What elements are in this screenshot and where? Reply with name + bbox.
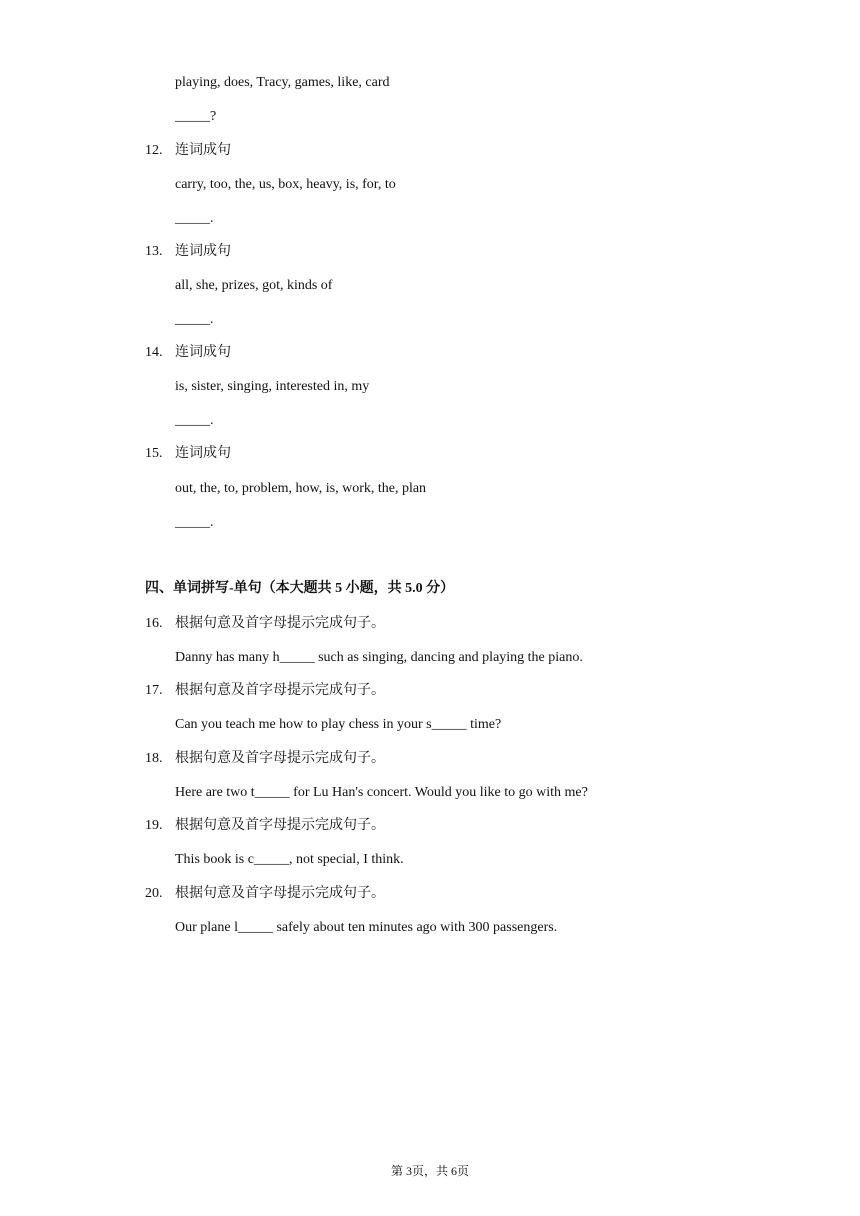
q14-words: is, sister, singing, interested in, my: [175, 379, 370, 394]
q19-instruction: 根据句意及首字母提示完成句子。: [175, 818, 385, 833]
q16-sentence: Danny has many h_____ such as singing, dancing and playing the piano.: [175, 650, 583, 665]
q12-instruction-row: [145, 142, 231, 160]
q20-instruction: 根据句意及首字母提示完成句子。: [175, 886, 385, 901]
q17-instruction-row: [145, 682, 385, 700]
q16-instruction-row: [145, 615, 385, 633]
q20-number: 20.: [145, 886, 163, 901]
q13-instruction-row: [145, 243, 231, 261]
q15-instruction-row: [145, 445, 231, 463]
q19-number: 19.: [145, 818, 163, 833]
q14-instruction-row: [145, 344, 231, 362]
q12-words: carry, too, the, us, box, heavy, is, for, to: [175, 177, 396, 192]
q17-sentence: Can you teach me how to play chess in your s_____ time?: [175, 717, 502, 732]
section-4-title: 四、单词拼写-单句（本大题共 5 小题，共 5.0 分）: [145, 581, 455, 596]
q13-number: 13.: [145, 244, 163, 259]
q13-instruction: 连词成句: [175, 244, 231, 259]
q20-instruction-row: [145, 885, 385, 903]
q18-sentence: Here are two t_____ for Lu Han's concert. Would you like to go with me?: [175, 785, 588, 800]
q11-answer-blank: _____?: [175, 109, 217, 124]
q12-instruction: 连词成句: [175, 143, 231, 158]
q15-number: 15.: [145, 446, 163, 461]
q17-instruction: 根据句意及首字母提示完成句子。: [175, 683, 385, 698]
q12-number: 12.: [145, 143, 163, 158]
q18-instruction-row: [145, 750, 385, 768]
q11-words: playing, does, Tracy, games, like, card: [175, 75, 390, 90]
q13-words: all, she, prizes, got, kinds of: [175, 278, 333, 293]
q14-number: 14.: [145, 345, 163, 360]
q18-number: 18.: [145, 751, 163, 766]
q19-sentence: This book is c_____, not special, I think.: [175, 852, 404, 867]
q15-instruction: 连词成句: [175, 446, 231, 461]
q14-answer-blank: _____.: [175, 413, 214, 428]
q14-instruction: 连词成句: [175, 345, 231, 360]
q17-number: 17.: [145, 683, 163, 698]
q20-sentence: Our plane l_____ safely about ten minutes ago with 300 passengers.: [175, 920, 558, 935]
page-footer: 第 3页，共 6页: [390, 1164, 469, 1178]
q18-instruction: 根据句意及首字母提示完成句子。: [175, 751, 385, 766]
q19-instruction-row: [145, 817, 385, 835]
q12-answer-blank: _____.: [175, 211, 214, 226]
q15-answer-blank: _____.: [175, 515, 214, 530]
q15-words: out, the, to, problem, how, is, work, the, plan: [175, 481, 427, 496]
q16-number: 16.: [145, 616, 163, 631]
q16-instruction: 根据句意及首字母提示完成句子。: [175, 616, 385, 631]
q13-answer-blank: _____.: [175, 312, 214, 327]
